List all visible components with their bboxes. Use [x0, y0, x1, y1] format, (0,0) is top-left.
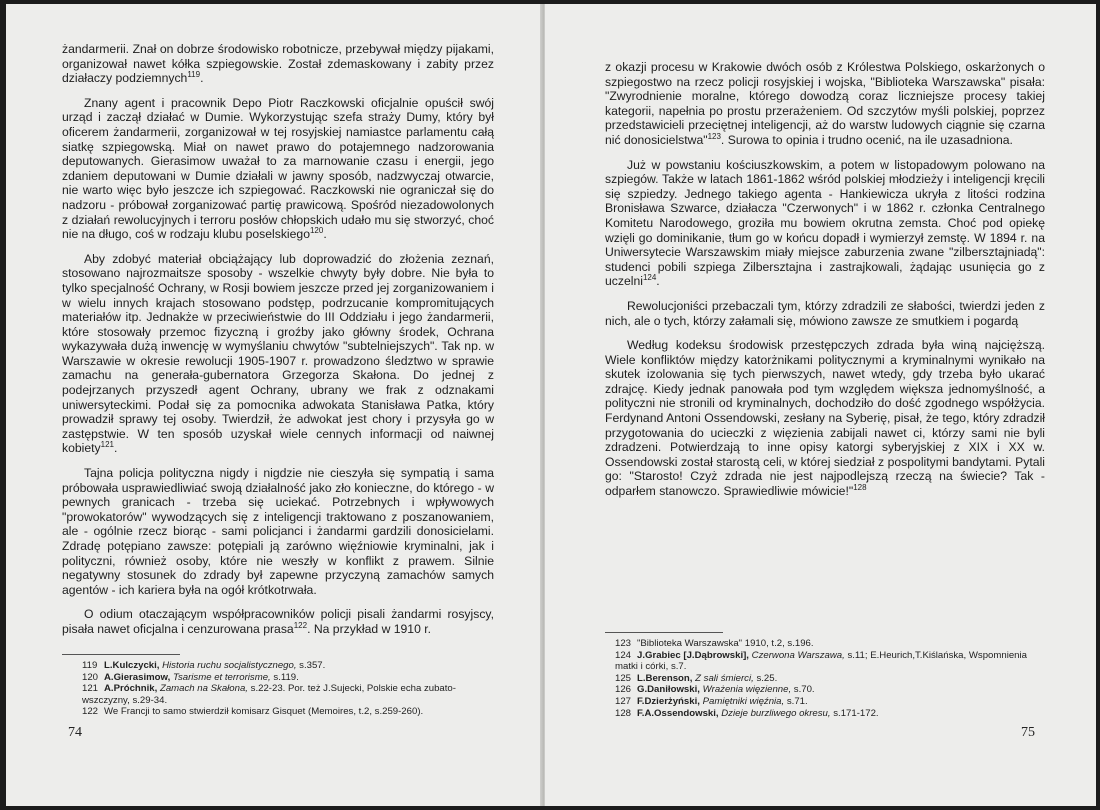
paragraph-tail: . Surowa to opinia i trudno ocenić, na ile uzasadniona. [720, 132, 1013, 147]
footnote-number: 126 [615, 684, 632, 696]
footnote-item [615, 650, 1043, 673]
footnote-number: 122 [82, 706, 99, 718]
footnote-ref: 123 [707, 131, 721, 141]
footnote-rest: s.25. [756, 672, 778, 684]
paragraph [62, 252, 494, 456]
paragraph-tail: . Na przykład w 1910 r. [307, 621, 432, 636]
paragraph [62, 96, 494, 242]
right-page [544, 4, 1096, 806]
footnote-item [615, 638, 1043, 650]
footnote-item [615, 684, 1043, 696]
footnote-rest: We Francji to samo stwierdził komisarz Gisquet (Memoires, t.2, s.259-260). [104, 706, 424, 718]
paragraph-text: Aby zdobyć materiał obciążający lub doprowadzić do złożenia zeznań, stosowano najrozmaitsze sposoby - wszelkie chwyty były dobre. Nie była to tylko specjalność Ochrany, w Rosji bowiem jeszcze przed jej zorganizowaniem i w wielu innych krajach stosowano podstęp, podrzucanie kompromitujących materiałów itp. Jednakże w przeciwieństwie do III Oddziału i jego żandarmerii, które stosowały przemoc fizyczną i groźby jako główny środek, Ochrana wykazywała dużą inwencję w wymyślaniu chwytów "subtelniejszych". Tak np. w Warszawie w okresie rewolucji 1905-1907 r. prowadzono śledztwo w sprawie zamachu na generała-gubernatora Grzegorza Skałona. Do jednej z podejrzanych przyszedł agent Ochrany, ubrany we frak z odznakami uniwersyteckimi. Podał się za pomocnika adwokata Stanisława Patka, który prowadził sprawy tej osoby. Twierdził, że adwokat jest chory i przysyła go w zastępstwie. W ten sposób uzyskał wiele cennych informacji od naiwnej kobiety [62, 251, 494, 456]
footnote-author: J.Grabiec [J.Dąbrowski], [637, 649, 749, 661]
paragraph [605, 299, 1045, 328]
footnote-divider [62, 654, 180, 655]
footnote-item [615, 673, 1043, 685]
paragraph [62, 466, 494, 597]
footnote-number: 124 [615, 649, 632, 661]
footnote-number: 127 [615, 695, 632, 707]
paragraph [605, 158, 1045, 289]
left-body-text [62, 42, 494, 637]
footnote-title: Tsarisme et terrorisme, [172, 671, 271, 683]
footnote-title: Wrażenia więzienne, [702, 684, 792, 696]
paragraph-text: O odium otaczającym współpracowników policji pisali żandarmi rosyjscy, pisała nawet oficjalna i cenzurowana prasa [62, 607, 494, 636]
footnote-title: Historia ruchu socjalistycznego, [162, 660, 297, 671]
paragraph-text: Znany agent i pracownik Depo Piotr Raczkowski oficjalnie opuścił swój urząd i zaczął działać w Dumie. Wykorzystując szefa straży Dumy, który był oficerem żandarmerii, zorganizował w tej rosyjskiej namiastce parlamentu całą siatkę szpiegowską. Miał on nawet prawo do potajemnego nadzorowania deputowanych. Gierasimow uważał to za marnowanie czasu i energii, jego zdaniem deputowani w Dumie działali w jawny sposób, nadzwyczaj otwarcie, nie warto więc było jeszcze ich szpiegować. Raczkowski nie ograniczał się do nadzoru - próbował zorganizować partię prawicową. Spośród niezadowolonych z działań rewolucyjnych i terroru posłów chłopskich udało mu się stworzyć, choć nie na długo, coś w rodzaju klubu poselskiego [62, 95, 494, 242]
footnote-author: A.Próchnik, [104, 683, 158, 695]
footnote-rest: s.71. [786, 695, 808, 707]
footnote-ref: 128 [853, 482, 867, 492]
page-number: 75 [1021, 725, 1035, 740]
footnote-number: 125 [615, 672, 632, 684]
footnote-rest: s.11; E.Heurich,T.Kiślańska, Wspomnienia matki i córki, s.7. [615, 649, 1027, 673]
paragraph-text: żandarmerii. Znał on dobrze środowisko robotnicze, przebywał między pijakami, organizował nawet kółka szpiegowskie. Został zdemaskowany i zabity przez działaczy podziemnych [62, 42, 494, 86]
footnote-ref: 121 [100, 440, 114, 450]
paragraph-text: Już w powstaniu kościuszkowskim, a potem w listopadowym polowano na szpiegów. Także w latach 1861-1862 wśród polskiej młodzieży i inteligencji kręcili się szpiedzy. Jednego takiego agenta - Hankiewicza ukryła z litości rodzina Bronisława Szwarce, działacza "Czerwonych" i w 1862 r. członka Centralnego Komitetu Narodowego, groziła mu bowiem okrutna zemsta. Choć pod opiekę wzięli go dominikanie, tłum go w końcu dopadł i wymierzył zemstę. W 1894 r. na Uniwersytecie Warszawskim miały miejsce zaburzenia zwane "zilbersztajniadą": studenci pobili szpiega Zilbersztajna i zastrajkowali, żądając usunięcia go z uczelni [605, 157, 1045, 289]
right-body-text [605, 60, 1045, 499]
footnote-ref: 119 [187, 70, 201, 80]
footnote-author: L.Berenson, [637, 672, 693, 684]
paragraph [62, 42, 494, 86]
left-footnotes [82, 660, 494, 718]
footnote-title: Zamach na Skałona, [159, 683, 248, 695]
footnote-item [615, 696, 1043, 708]
footnote-ref: 124 [642, 273, 657, 283]
footnote-item [82, 660, 494, 672]
footnote-title: Pamiętniki więźnia, [702, 695, 785, 707]
footnote-title: Czerwona Warszawa, [751, 649, 845, 661]
footnote-rest: s.357. [299, 660, 326, 671]
paragraph-tail: . [656, 274, 660, 289]
footnote-item [615, 708, 1043, 720]
paragraph-text: Tajna policja polityczna nigdy i nigdzie nie cieszyła się sympatią i sama próbowała usprawiedliwiać swoją działalność jako zło konieczne, do którego - w pewnych granicach - trzeba się uciekać. Potrzebnych i wpływowych "prowokatorów" wywodzących się z inteligencji traktowano z poszanowaniem, ale - ogólnie rzecz biorąc - sami policjanci i żandarmi gardzili donosicielami. Zdradę potępiano zawsze: potępiali ją zarówno więźniowie kryminalni, jak i polityczni, również osoby, które nie weszły w konflikt z prawem. Silnie negatywny stosunek do zdrady był zapewne przyczyną zamachów samych agentów - ich kariera była na ogół krótkotrwała. [62, 466, 494, 597]
footnote-number: 123 [615, 638, 632, 649]
paragraph-tail: . [200, 71, 204, 86]
footnote-author: F.Dzierżyński, [637, 695, 700, 707]
footnote-ref: 122 [293, 620, 308, 630]
page-number: 74 [68, 725, 82, 740]
footnote-rest: s.171-172. [833, 707, 879, 719]
footnote-author: L.Kulczycki, [104, 660, 160, 671]
paragraph-text: Rewolucjoniści przebaczali tym, którzy zdradzili ze słabości, twierdzi jeden z nich, ale o tych, którzy załamali się, mówiono zawsze ze smutkiem i pogardą [605, 298, 1045, 328]
footnote-item [82, 683, 494, 706]
paragraph-tail: . [113, 441, 118, 456]
paragraph-tail: . [323, 227, 327, 242]
paragraph [605, 60, 1045, 148]
footnote-ref: 120 [309, 226, 324, 236]
left-page [6, 4, 542, 806]
footnote-number: 128 [615, 707, 632, 719]
footnote-title: Dzieje burzliwego okresu, [721, 707, 831, 719]
footnote-author: F.A.Ossendowski, [637, 707, 719, 719]
footnote-rest: s.22-23. Por. też J.Sujecki, Polskie echa zubatowszczyzny, s.29-34. [82, 683, 456, 706]
paragraph-text: Według kodeksu środowisk przestępczych zdrada była winą najcięższą. Wiele konfliktów między katorżnikami politycznymi a kryminalnymi wynikało na skutek izolowania się tych pierwszych, nawet wtedy, gdy trzeba było ukarać zdrajcę. Kiedy jednak panowała pod tym względem większa jednomyślność, a polityczni nie stronili od kryminalnych, dochodziło do dość zgodnego współżycia. Ferdynand Antoni Ossendowski, zesłany na Syberię, pisał, że tego, który zdradził przygotowania do ucieczki z więzienia zabijali nawet ci, którzy sami nie byli zdradzeni. Potwierdzają to inne opisy katorgi syberyjskiej z XIX i XX w. Ossendowski został starostą celi, w której siedział z pospolitymi bandytami. Pytali go: "Starosto! Czyż zdrada nie jest najpodlejszą rzeczą na świecie? Tak - odparłem stanowczo. Sprawiedliwie mówicie!" [605, 338, 1045, 499]
paragraph-text: z okazji procesu w Krakowie dwóch osób z Królestwa Polskiego, oskarżonych o szpiegostwo na rzecz policji rosyjskiej i wojska, "Biblioteka Warszawska" pisała: "Zwyrodnienie moralne, którego dowodzą coraz liczniejsze procesy takiej kategorii, napełnia po prostu przerażeniem. Od szczytów myśli polskiej, poprzez przedstawicieli przeciętnej inteligencji, aż do warstw ludowych ciągnie się czarna nić donosicielstwa" [605, 60, 1045, 147]
footnote-author: A.Gierasimow, [104, 671, 171, 683]
right-footnotes [615, 638, 1043, 719]
paragraph [605, 338, 1045, 499]
footnote-number: 119 [82, 660, 98, 671]
footnote-author: G.Daniłowski, [637, 684, 700, 696]
footnote-item [82, 706, 494, 718]
footnote-title: Z sali śmierci, [695, 672, 754, 684]
footnote-rest: s.70. [793, 684, 815, 696]
footnote-rest: "Biblioteka Warszawska" 1910, t.2, s.196. [637, 638, 814, 649]
paragraph [62, 607, 494, 636]
footnote-item [82, 672, 494, 684]
footnote-divider [605, 632, 723, 633]
footnote-number: 121 [82, 683, 99, 695]
footnote-number: 120 [82, 671, 99, 683]
footnote-rest: s.119. [273, 671, 299, 683]
